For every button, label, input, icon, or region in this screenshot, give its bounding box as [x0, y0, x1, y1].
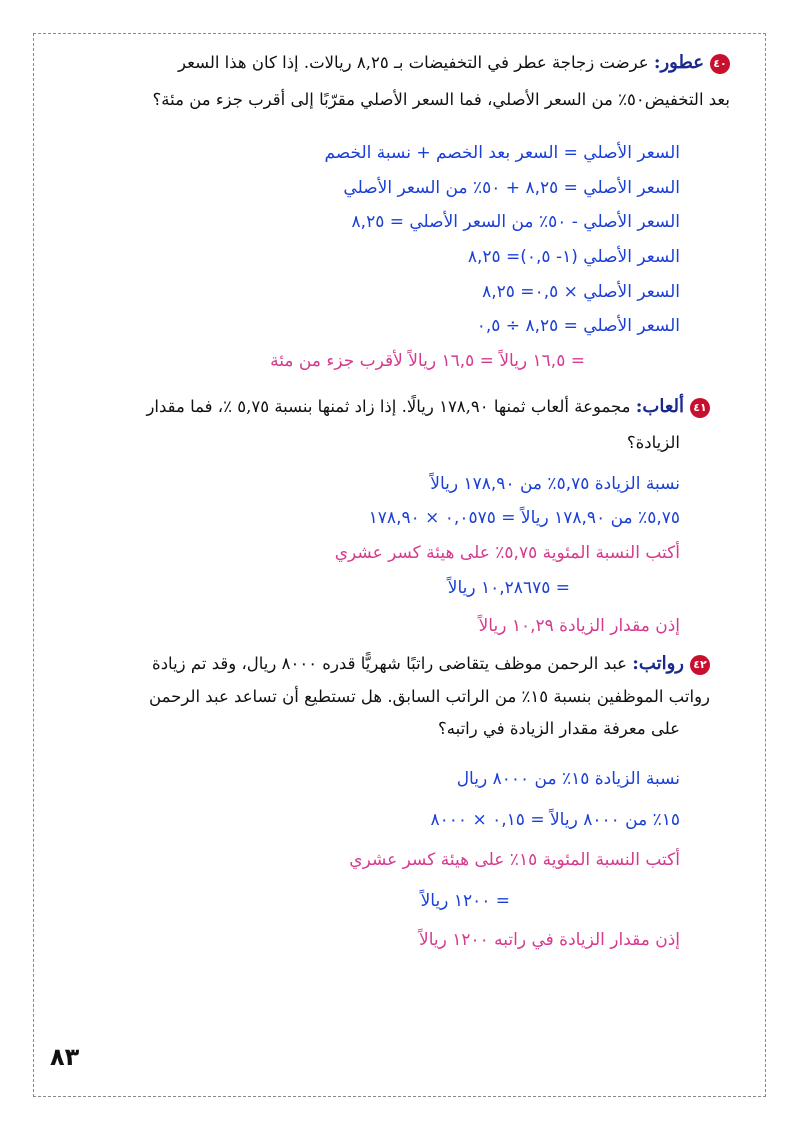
problem-41-answer: إذن مقدار الزيادة ١٠,٢٩ ريالاً	[478, 616, 680, 636]
problem-40-line-1	[178, 52, 730, 74]
problem-41-step-2: ٥,٧٥٪ من ١٧٨,٩٠ ريالاً = ٠,٠٥٧٥ × ١٧٨,٩٠	[368, 508, 680, 528]
problem-40-keyword: عطور:	[653, 52, 704, 73]
page-number: ٨٣	[50, 1043, 80, 1071]
problem-40-step-6: السعر الأصلي = ٨,٢٥ ÷ ٠,٥	[476, 316, 680, 336]
problem-42-line-1	[152, 653, 710, 675]
problem-41-line-1	[146, 396, 710, 418]
problem-40-answer: = ١٦,٥ ريالاً = ١٦,٥ ريالاً لأقرب جزء من مئة	[270, 351, 585, 371]
problem-42-step-2: ١٥٪ من ٨٠٠٠ ريالاً = ٠,١٥ × ٨٠٠٠	[430, 810, 680, 830]
problem-42-answer: إذن مقدار الزيادة في راتبه ١٢٠٠ ريالاً	[419, 930, 680, 950]
problem-42-step-1: نسبة الزيادة ١٥٪ من ٨٠٠٠ ريال	[456, 769, 680, 789]
problem-40-step-4: السعر الأصلي (١- ٠,٥)= ٨,٢٥	[467, 247, 680, 267]
problem-41-line-2: الزيادة؟	[626, 433, 680, 452]
problem-42-line-3: على معرفة مقدار الزيادة في راتبه؟	[437, 719, 680, 738]
problem-41-step-1: نسبة الزيادة ٥,٧٥٪ من ١٧٨,٩٠ ريالاً	[430, 474, 680, 494]
problem-40-number-badge: ٤٠	[710, 54, 730, 74]
problem-40-line-2: بعد التخفيض٥٠٪ من السعر الأصلي، فما السعر الأصلي مقرّبًا إلى أقرب جزء من مئة؟	[152, 90, 730, 109]
problem-41-keyword: ألعاب:	[635, 396, 684, 417]
problem-41-number-badge: ٤١	[690, 398, 710, 418]
problem-41-step-3: أكتب النسبة المئوية ٥,٧٥٪ على هيئة كسر عشري	[334, 543, 680, 563]
problem-40-step-1: السعر الأصلي = السعر بعد الخصم + نسبة الخصم	[324, 143, 680, 163]
problem-41-step-4: = ١٠,٢٨٦٧٥ ريالاً	[447, 578, 570, 598]
problem-42-text-1: عبد الرحمن موظف يتقاضى راتبًا شهريًّا قدره ٨٠٠٠ ريال، وقد تم زيادة	[152, 654, 628, 673]
problem-42-step-4: = ١٢٠٠ ريالاً	[420, 891, 510, 911]
problem-40-text-1: عرضت زجاجة عطر في التخفيضات بـ ٨,٢٥ ريالات. إذا كان هذا السعر	[178, 53, 649, 72]
problem-42-line-2: رواتب الموظفين بنسبة ١٥٪ من الراتب السابق. هل تستطيع أن تساعد عبد الرحمن	[149, 687, 710, 706]
problem-40-step-2: السعر الأصلي = ٨,٢٥ + ٥٠٪ من السعر الأصلي	[343, 178, 680, 198]
problem-41-text-1: مجموعة ألعاب ثمنها ١٧٨,٩٠ ريالًا. إذا زاد ثمنها بنسبة ٥,٧٥ ٪، فما مقدار	[146, 397, 631, 416]
problem-42-step-3: أكتب النسبة المئوية ١٥٪ على هيئة كسر عشري	[349, 850, 680, 870]
problem-40-step-5: السعر الأصلي × ٠,٥= ٨,٢٥	[482, 282, 680, 302]
problem-42-number-badge: ٤٢	[690, 655, 710, 675]
problem-42-keyword: رواتب:	[632, 653, 684, 674]
problem-40-step-3: السعر الأصلي - ٥٠٪ من السعر الأصلي = ٨,٢٥	[351, 212, 680, 232]
